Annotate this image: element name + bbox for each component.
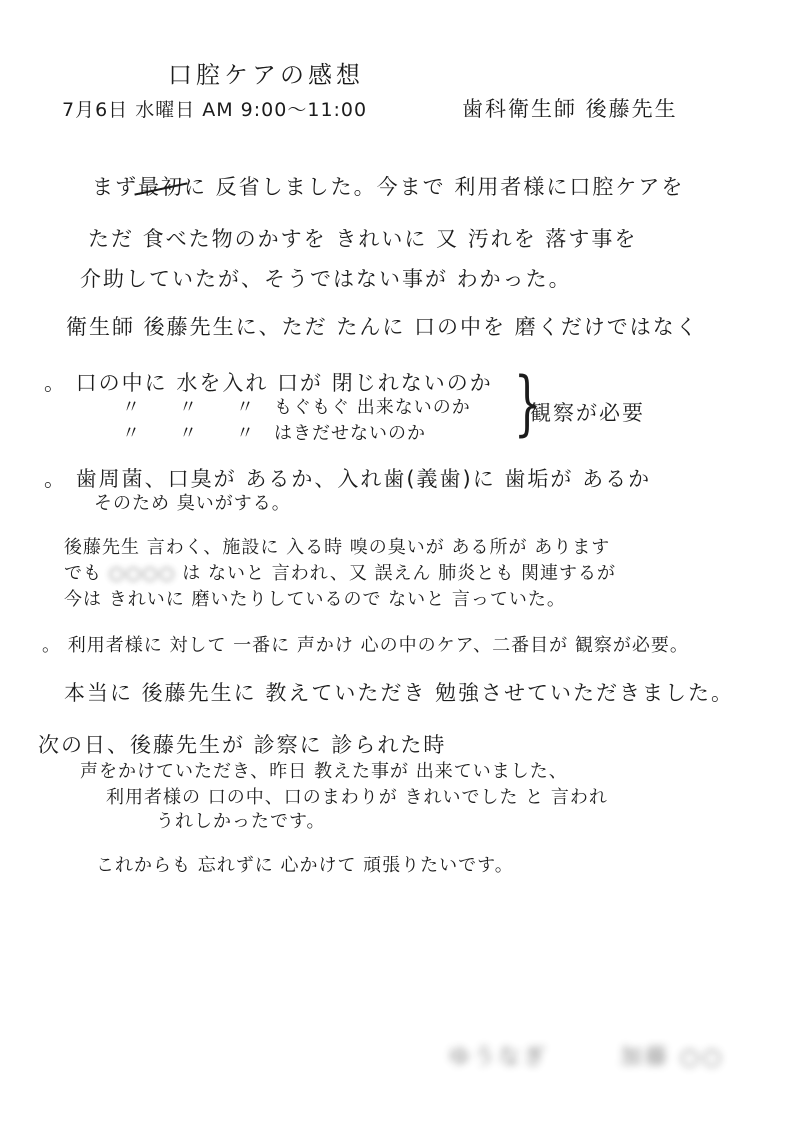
body-line-7: 声をかけていただき、昨日 教えた事が 出来ていました、 bbox=[80, 761, 568, 782]
bullet-1-line-c: 〃 〃 〃 はきだせないのか bbox=[122, 423, 426, 444]
body-line-1 bbox=[92, 176, 684, 199]
quote-line-b bbox=[64, 564, 616, 584]
line1-prefix: まず bbox=[92, 175, 138, 199]
crossed-out-word: 最初 bbox=[138, 175, 184, 199]
quote-line-c: 今は きれいに 磨いたりしているので ないと 言っていた。 bbox=[64, 589, 566, 610]
body-line-9: うれしかったです。 bbox=[156, 811, 326, 832]
body-line-3: 介助していたが、そうではない事が わかった。 bbox=[80, 267, 572, 291]
body-line-8: 利用者様の 口の中、口のまわりが きれいでした と 言われ bbox=[106, 787, 608, 808]
page-title: 口腔ケアの感想 bbox=[168, 61, 364, 89]
bracket-mark: } bbox=[513, 362, 541, 444]
bullet-1-line-b: 〃 〃 〃 もぐもぐ 出来ないのか bbox=[122, 397, 471, 418]
bullet-3: 。 利用者様に 対して 一番に 声かけ 心の中のケア、二番目が 観察が必要。 bbox=[42, 635, 689, 656]
line1-rest: に 反省しました。今まで 利用者様に口腔ケアを bbox=[184, 175, 685, 199]
body-line-2: ただ 食べた物のかすを きれいに 又 汚れを 落す事を bbox=[88, 227, 638, 251]
bullet-1-line-a: 。 口の中に 水を入れ 口が 閉じれないのか bbox=[44, 371, 493, 395]
observation-note: 観察が必要 bbox=[530, 401, 645, 425]
quote-b-rest: は ないと 言われ、又 誤えん 肺炎とも 関連するが bbox=[182, 563, 616, 584]
body-line-6: 次の日、後藤先生が 診察に 診られた時 bbox=[38, 733, 447, 757]
bullet-2-line-b: そのため 臭いがする。 bbox=[94, 493, 291, 514]
redacted-name: ○○○○ bbox=[108, 563, 176, 584]
footer-name: 加藤 ○○ bbox=[620, 1045, 725, 1070]
body-line-10: これからも 忘れずに 心かけて 頑張りたいです。 bbox=[96, 855, 514, 876]
footer-unit: ゆうなぎ bbox=[448, 1045, 549, 1070]
quote-line-a: 後藤先生 言わく、施設に 入る時 嗅の臭いが ある所が あります bbox=[64, 537, 611, 558]
date-line: 7月6日 水曜日 AM 9:00〜11:00 bbox=[62, 99, 368, 121]
body-line-5: 本当に 後藤先生に 教えていただき 勉強させていただきました。 bbox=[64, 681, 735, 705]
body-line-4: 衛生師 後藤先生に、ただ たんに 口の中を 磨くだけではなく bbox=[66, 315, 699, 339]
lecturer-line: 歯科衛生師 後藤先生 bbox=[462, 97, 678, 121]
bullet-2-line-a: 。 歯周菌、口臭が あるか、入れ歯(義歯)に 歯垢が あるか bbox=[44, 467, 652, 491]
quote-b-prefix: でも bbox=[64, 563, 102, 584]
